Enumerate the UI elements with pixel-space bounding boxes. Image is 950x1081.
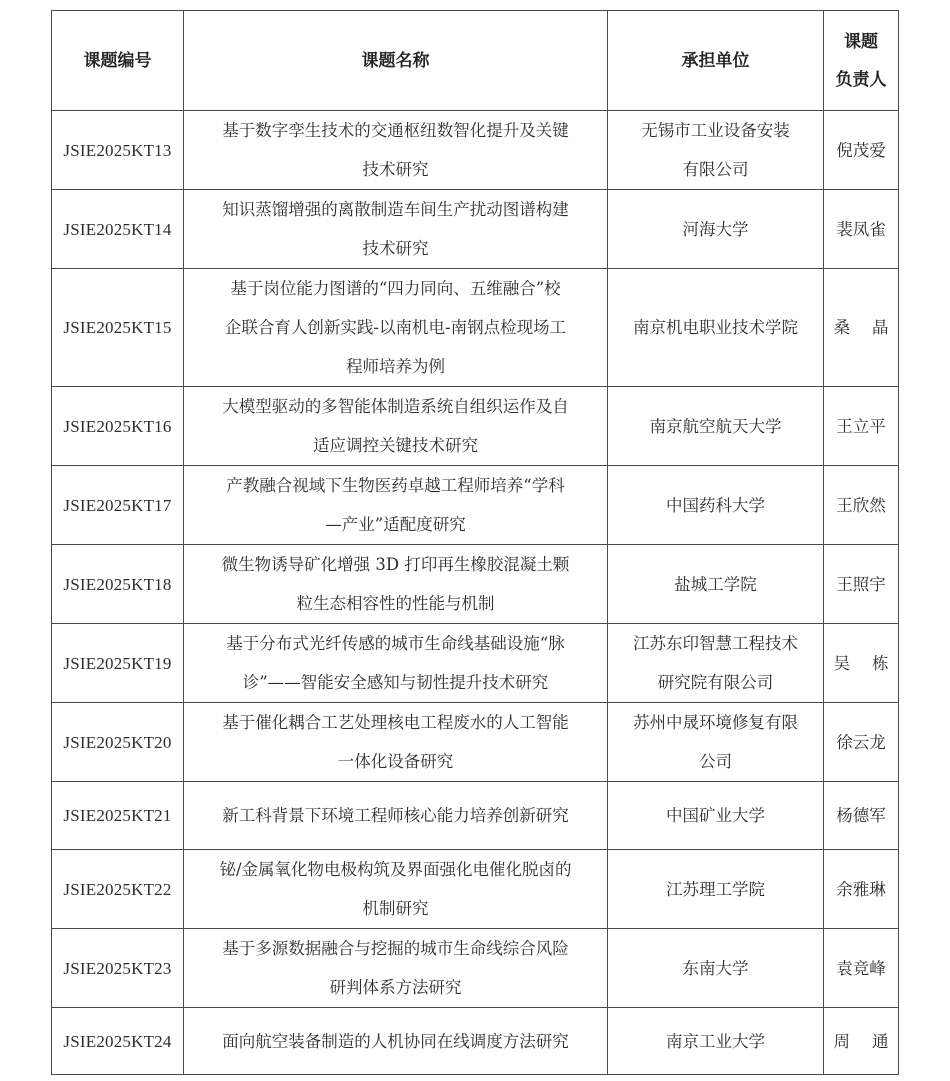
undertaking-unit-cell [608, 387, 824, 466]
leader-name [836, 880, 886, 899]
leader-name-part: 通 [872, 1031, 889, 1051]
leader-name-part: 桑 [833, 318, 850, 337]
project-leader-cell [824, 545, 899, 624]
table-row [52, 466, 899, 545]
unit-line: 公司 [699, 752, 732, 771]
project-title-cell [184, 1008, 608, 1075]
header-project-title: 课题名称 [184, 11, 608, 111]
leader-name [836, 575, 886, 594]
project-title-cell [184, 111, 608, 190]
leader-name [836, 220, 886, 239]
header-project-id: 课题编号 [52, 11, 184, 111]
project-title-line: 大模型驱动的多智能体制造系统自组织运作及自 [222, 397, 569, 416]
project-id-cell: JSIE2025KT21 [52, 782, 184, 850]
leader-name [836, 733, 886, 752]
project-title-cell [184, 466, 608, 545]
project-title-cell [184, 624, 608, 703]
leader-name-part: 袁竞峰 [836, 958, 886, 978]
project-title-line: 企联合育人创新实践-以南机电-南钢点检现场工 [224, 318, 567, 337]
project-title-cell [184, 190, 608, 269]
project-leader-cell [824, 466, 899, 545]
table-row [52, 387, 899, 466]
project-title-cell [184, 850, 608, 929]
project-id-cell: JSIE2025KT13 [52, 111, 184, 190]
unit-line: 研究院有限公司 [657, 673, 774, 692]
unit-line: 东南大学 [682, 958, 749, 978]
table-row [52, 929, 899, 1008]
unit-line: 江苏理工学院 [666, 879, 765, 899]
project-title-line: 研判体系方法研究 [329, 978, 462, 997]
undertaking-unit-cell [608, 545, 824, 624]
table-row [52, 1008, 899, 1075]
table-row [52, 190, 899, 269]
header-leader-line2: 负责人 [835, 69, 887, 90]
undertaking-unit-cell [608, 850, 824, 929]
project-title-line: 程师培养为例 [346, 357, 445, 376]
unit-line: 河海大学 [682, 219, 749, 239]
project-title-line: 铋/金属氧化物电极构筑及界面强化电催化脱卤的 [219, 860, 572, 879]
project-title-cell [184, 782, 608, 850]
project-title-line: 粒生态相容性的性能与机制 [296, 594, 495, 613]
project-leader-cell [824, 850, 899, 929]
undertaking-unit-cell [608, 624, 824, 703]
project-title-cell [184, 703, 608, 782]
table-row [52, 703, 899, 782]
project-title-line: 一体化设备研究 [337, 752, 454, 771]
undertaking-unit-cell [608, 111, 824, 190]
project-title-cell [184, 929, 608, 1008]
undertaking-unit-cell [608, 782, 824, 850]
project-title-line: 基于分布式光纤传感的城市生命线基础设施“脉 [226, 634, 565, 653]
project-title-line: 机制研究 [362, 899, 429, 918]
project-table [51, 10, 899, 1075]
project-title-line: 产教融合视域下生物医药卓越工程师培养“学科 [226, 476, 565, 495]
project-leader-cell [824, 111, 899, 190]
project-id-cell: JSIE2025KT19 [52, 624, 184, 703]
leader-name-part: 裴凤雀 [836, 219, 886, 239]
leader-name [836, 959, 886, 978]
table-header-row [52, 11, 899, 111]
project-title-line: 技术研究 [362, 239, 429, 258]
project-title-line: 新工科背景下环境工程师核心能力培养创新研究 [222, 806, 569, 825]
leader-name-part: 周 [833, 1031, 850, 1051]
project-title-line: 技术研究 [362, 160, 429, 179]
header-undertaking-unit: 承担单位 [608, 11, 824, 111]
undertaking-unit-cell [608, 466, 824, 545]
table-row [52, 545, 899, 624]
unit-line: 江苏东印智慧工程技术 [633, 634, 798, 653]
project-leader-cell [824, 190, 899, 269]
project-id-cell: JSIE2025KT23 [52, 929, 184, 1008]
project-leader-cell [824, 929, 899, 1008]
undertaking-unit-cell [608, 190, 824, 269]
leader-name-part: 晶 [872, 318, 889, 337]
project-title-line: 基于多源数据融合与挖掘的城市生命线综合风险 [222, 939, 569, 958]
project-leader-cell [824, 1008, 899, 1075]
project-id-cell: JSIE2025KT24 [52, 1008, 184, 1075]
header-project-leader [824, 11, 899, 111]
header-leader-line1: 课题 [844, 31, 878, 52]
leader-name-part: 余雅琳 [836, 879, 886, 899]
project-id-cell: JSIE2025KT16 [52, 387, 184, 466]
leader-name-part: 杨德军 [836, 806, 886, 825]
project-leader-cell [824, 269, 899, 387]
unit-line: 盐城工学院 [674, 574, 757, 594]
project-title-cell [184, 387, 608, 466]
project-id-cell: JSIE2025KT14 [52, 190, 184, 269]
undertaking-unit-cell [608, 703, 824, 782]
project-leader-cell [824, 703, 899, 782]
project-id-cell: JSIE2025KT20 [52, 703, 184, 782]
leader-name-part: 吴 [833, 653, 850, 673]
leader-name [834, 318, 889, 337]
project-title-cell [184, 269, 608, 387]
project-id-cell: JSIE2025KT15 [52, 269, 184, 387]
leader-name [834, 1032, 889, 1051]
leader-name [836, 496, 886, 515]
project-title-line: 微生物诱导矿化增强 3D 打印再生橡胶混凝土颗 [221, 555, 570, 574]
project-leader-cell [824, 782, 899, 850]
project-title-line: 诊”——智能安全感知与韧性提升技术研究 [242, 673, 549, 692]
undertaking-unit-cell [608, 929, 824, 1008]
project-leader-cell [824, 624, 899, 703]
project-title-line: —产业”适配度研究 [325, 515, 466, 534]
unit-line: 苏州中晟环境修复有限 [633, 713, 798, 732]
undertaking-unit-cell [608, 1008, 824, 1075]
table-row [52, 850, 899, 929]
project-title-line: 适应调控关键技术研究 [313, 436, 478, 455]
project-title-cell [184, 545, 608, 624]
project-title-line: 基于催化耦合工艺处理核电工程废水的人工智能 [222, 713, 569, 732]
unit-line: 有限公司 [682, 160, 749, 179]
unit-line: 南京工业大学 [666, 1031, 765, 1051]
project-title-line: 基于岗位能力图谱的“四力同向、五维融合”校 [230, 279, 561, 298]
leader-name [836, 141, 886, 160]
unit-line: 南京机电职业技术学院 [633, 318, 798, 337]
project-id-cell: JSIE2025KT18 [52, 545, 184, 624]
unit-line: 南京航空航天大学 [649, 416, 782, 436]
leader-name [836, 417, 886, 436]
project-title-line: 基于数字孪生技术的交通枢纽数智化提升及关键 [222, 121, 569, 140]
leader-name-part: 徐云龙 [836, 732, 886, 752]
leader-name-part: 倪茂爱 [836, 140, 886, 160]
table-row [52, 269, 899, 387]
table-row [52, 782, 899, 850]
table-row [52, 111, 899, 190]
project-title-line: 知识蒸馏增强的离散制造车间生产扰动图谱构建 [222, 200, 569, 219]
table-row [52, 624, 899, 703]
leader-name-part: 王照宇 [836, 574, 886, 594]
undertaking-unit-cell [608, 269, 824, 387]
leader-name [836, 806, 886, 825]
project-leader-cell [824, 387, 899, 466]
leader-name-part: 王欣然 [836, 495, 886, 515]
project-id-cell: JSIE2025KT22 [52, 850, 184, 929]
unit-line: 中国矿业大学 [666, 806, 765, 825]
leader-name [834, 654, 889, 673]
unit-line: 中国药科大学 [666, 495, 765, 515]
leader-name-part: 栋 [872, 653, 889, 673]
project-title-line: 面向航空装备制造的人机协同在线调度方法研究 [222, 1031, 569, 1051]
project-id-cell: JSIE2025KT17 [52, 466, 184, 545]
leader-name-part: 王立平 [836, 416, 886, 436]
unit-line: 无锡市工业设备安装 [641, 121, 790, 140]
